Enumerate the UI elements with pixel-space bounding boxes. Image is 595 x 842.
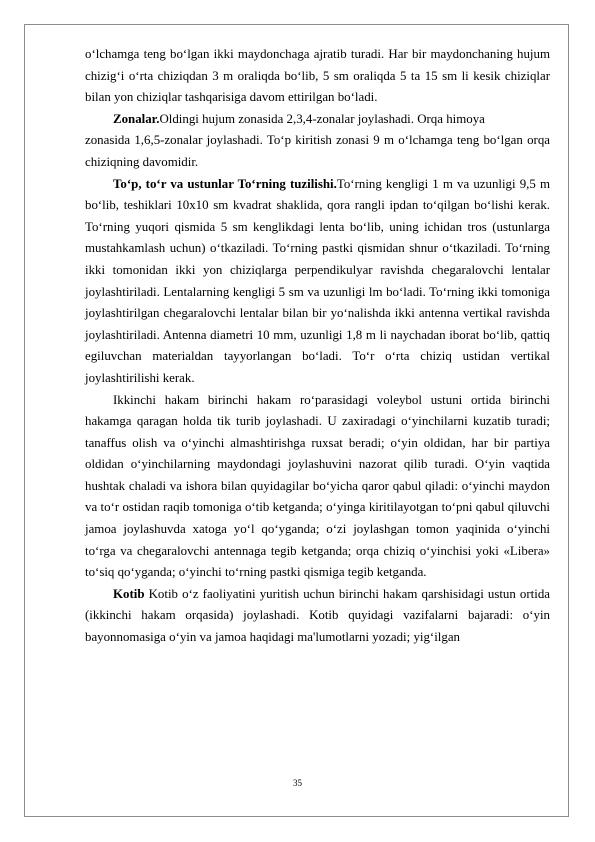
paragraph-text: Kotib o‘z faoliyatini yuritish uchun birinchi hakam qarshisidagi ustun ortida (ikkinchi hakam orqasida) joylashadi. Kotib quyidagi vazifalarni bajaradi: o‘yin bayonnomasiga o‘yin va jamoa haqidagi ma'lumotlarni yozadi; yig‘ilgan: [85, 586, 550, 645]
paragraph-zones: [85, 109, 550, 131]
paragraph-scorer: [85, 584, 550, 649]
paragraph-second-referee: [85, 390, 550, 584]
section-heading-zones: Zonalar.: [113, 111, 160, 126]
paragraph-text: o‘lchamga teng bo‘lgan ikki maydonchaga ajratib turadi. Har bir maydonchaning hujum chizig‘i o‘rta chiziqdan 3 m oraliqda bo‘lib, 5 sm oraliqda 5 ta 15 sm li kesik chiziqlar bilan yon chiziqlar tashqarisiga davom ettirilgan bo‘ladi.: [85, 47, 550, 105]
paragraph-text: Ikkinchi hakam birinchi hakam ro‘parasidagi voleybol ustuni ortida birinchi hakamga qaragan holda tik turib joylashadi. U zaxiradagi o‘yinchilarni kuzatib turadi; tanaffus olish va o‘yinchi almashtirishga ruxsat beradi; o‘yin oldidan, har bir partiya oldidan o‘yinchilarning maydondagi joylashuvini nazorat qilib turadi. O‘yin vaqtida hushtak chaladi va ishora bilan quyidagilar bo‘yicha qaror qabul qiladi: o‘yinchi maydon va to‘r ostidan raqib tomoniga o‘tib ketganda; o‘yinga kiritilayotgan to‘pni qabul qiluvchi jamoa joylashuvda xatoga yo‘l qo‘yganda; o‘zi joylashgan tomon yaqinida o‘yinchi to‘rga va chegaralovchi antennaga tegib ketganda; orqa chiziq o‘yinchisi yoki «Libera» to‘siq qo‘yganda; o‘yinchi to‘rning pastki qismiga tegib ketganda.: [85, 392, 550, 580]
document-body: [85, 44, 550, 649]
paragraph-zones-continued: [85, 130, 550, 173]
paragraph-text: Oldingi hujum zonasida 2,3,4-zonalar joylashadi. Orqa himoya: [159, 111, 485, 126]
paragraph-net-structure: [85, 174, 550, 390]
section-heading-net: To‘p, to‘r va ustunlar To‘rning tuzilishi.: [113, 176, 337, 191]
page-number: 35: [293, 778, 302, 788]
paragraph-field-lines: [85, 44, 550, 109]
paragraph-text: To‘rning kengligi 1 m va uzunligi 9,5 m bo‘lib, teshiklari 10x10 sm kvadrat shaklida, qora rangli ipdan to‘qilgan bo‘lishi kerak. To‘rning yuqori qismida 5 sm kenglikdagi lenta bo‘lib, uning ichidan tros (ustunlarga mustahkamlash uchun) o‘tkaziladi. To‘rning pastki qismidan shnur o‘tkaziladi. To‘rning ikki tomonidan ikki yon chiziqlarga perpendikulyar ravishda chegaralovchi lentalar joylashtiriladi. Lentalarning kengligi 5 sm va uzunligi lm bo‘ladi. To‘rning ikki tomoniga joylashtirilgan chegaralovchi lentalar bilan bir yo‘nalishda ikki antenna vertikal ravishda joylashtiriladi. Antenna diametri 10 mm, uzunligi 1,8 m li naychadan iborat bo‘lib, qattiq egiluvchan materialdan tayyorlangan bo‘ladi. To‘r o‘rta chiziq ustidan vertikal joylashtirilishi kerak.: [85, 176, 550, 385]
section-heading-scorer: Kotib: [113, 586, 145, 601]
paragraph-text: zonasida 1,6,5-zonalar joylashadi. To‘p kiritish zonasi 9 m o‘lchamga teng bo‘lgan orqa chiziqning davomidir.: [85, 133, 550, 169]
